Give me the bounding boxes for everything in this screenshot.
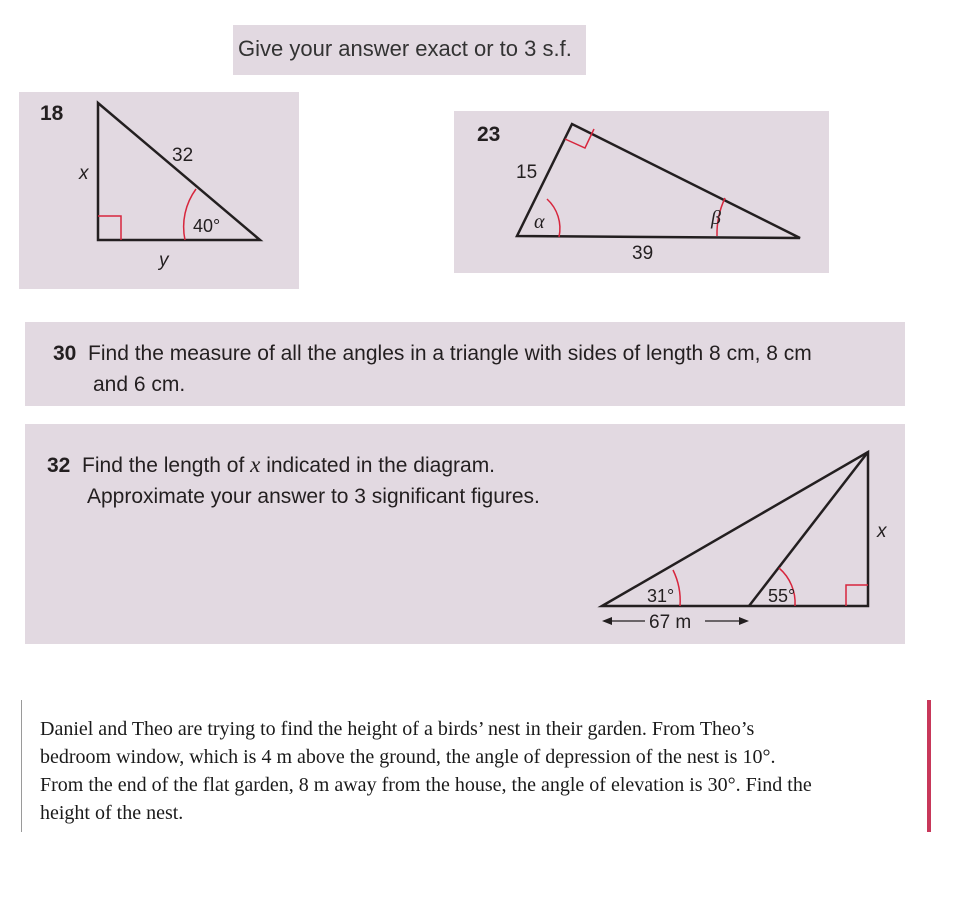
- q23-alpha-label: α: [534, 211, 545, 233]
- q32-line1-pre: Find the length of: [82, 454, 251, 477]
- arrowhead-right: [739, 617, 749, 625]
- q23-number: 23: [477, 123, 501, 146]
- problem-left-border: [21, 700, 22, 832]
- question-32-panel: [25, 424, 905, 644]
- q18-x-label: x: [79, 163, 89, 184]
- triangle-32-inner-line: [749, 452, 868, 606]
- q30-text: [53, 338, 893, 400]
- q32-x-label: x: [877, 521, 887, 542]
- q32-angle-55: 55°: [768, 586, 796, 606]
- right-angle-18: [98, 216, 121, 240]
- q32-line1-post: indicated in the diagram.: [260, 454, 496, 477]
- q32-number: 32: [47, 454, 71, 477]
- q18-hyp-label: 32: [172, 145, 194, 166]
- problem-line1: Daniel and Theo are trying to find the height of a birds’ nest in their garden. From Theo’s: [40, 718, 755, 740]
- problem-right-accent: [927, 700, 931, 832]
- instruction-text: Give your answer exact or to 3 s.f.: [238, 36, 572, 61]
- q30-line2: and 6 cm.: [93, 373, 186, 396]
- instruction-box: [233, 25, 586, 75]
- triangle-32-outer: [602, 452, 868, 606]
- problem-text: [40, 715, 920, 827]
- q18-angle-label: 40°: [193, 216, 221, 236]
- problem-line3: From the end of the flat garden, 8 m away from the house, the angle of elevation is 30°. Find the: [40, 774, 812, 796]
- problem-line4: height of the nest.: [40, 802, 184, 824]
- arrowhead-left: [602, 617, 612, 625]
- triangle-32-diagram: [25, 424, 905, 644]
- problem-line2: bedroom window, which is 4 m above the ground, the angle of depression of the nest is 10°.: [40, 746, 776, 768]
- q30-line1: Find the measure of all the angles in a triangle with sides of length 8 cm, 8 cm: [88, 342, 812, 365]
- q23-side-15: 15: [516, 162, 538, 183]
- question-23-panel: [454, 111, 829, 273]
- q32-line1-var: x: [250, 452, 261, 477]
- q23-beta-label: β: [711, 207, 721, 229]
- triangle-18-diagram: [19, 92, 299, 289]
- q18-y-label: y: [159, 250, 169, 271]
- q23-side-39: 39: [632, 243, 654, 264]
- q18-number: 18: [40, 102, 64, 125]
- q32-angle-31: 31°: [647, 586, 675, 606]
- question-30-panel: [25, 322, 905, 406]
- angle-arc-alpha: [547, 199, 560, 237]
- triangle-18: [98, 103, 260, 240]
- right-angle-32: [846, 585, 868, 606]
- q30-number: 30: [53, 342, 77, 365]
- triangle-23-diagram: [454, 111, 829, 273]
- q32-line2: Approximate your answer to 3 significant figures.: [87, 485, 540, 508]
- q32-distance-label: 67 m: [649, 612, 692, 633]
- question-18-panel: [19, 92, 299, 289]
